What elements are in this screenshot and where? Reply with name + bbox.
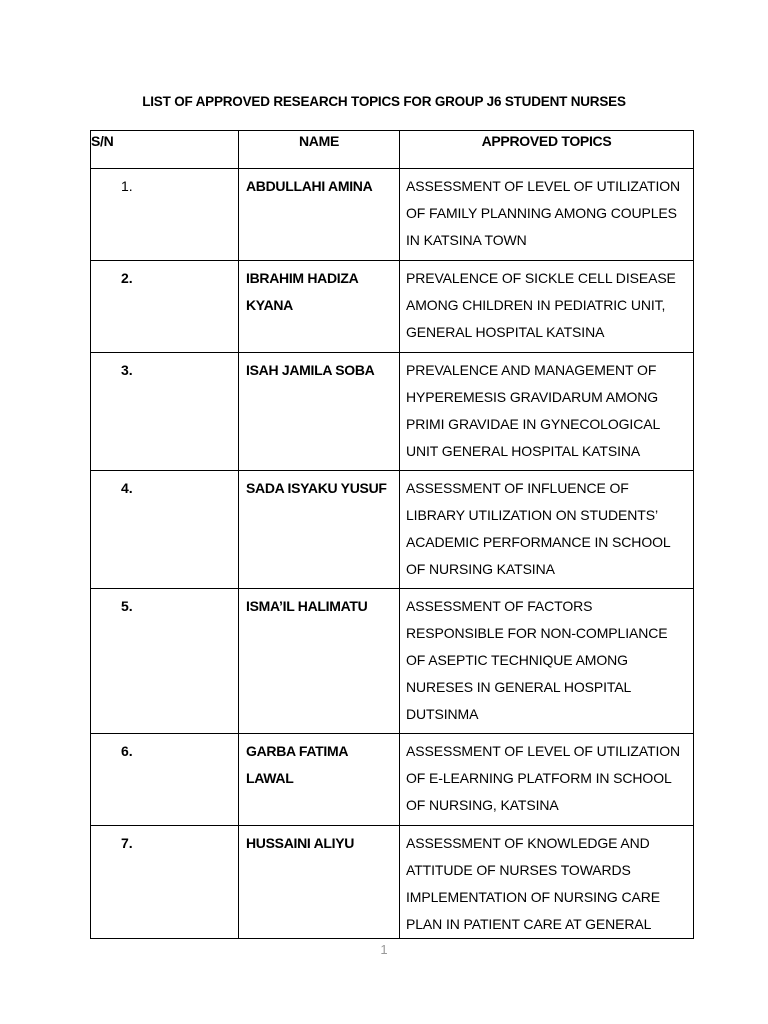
row-sn-cell xyxy=(91,471,239,589)
topic-line: UNIT GENERAL HOSPITAL KATSINA xyxy=(406,443,641,459)
row-sn-cell xyxy=(91,734,239,826)
topic-line: RESPONSIBLE FOR NON-COMPLIANCE xyxy=(406,625,668,641)
topic-line: ASSESSMENT OF LEVEL OF UTILIZATION xyxy=(406,178,681,194)
topic-line: PREVALENCE AND MANAGEMENT OF xyxy=(406,362,657,378)
row-name: GARBA FATIMA LAWAL xyxy=(246,743,348,786)
header-approved-topics: APPROVED TOPICS xyxy=(400,131,694,169)
header-name: NAME xyxy=(239,131,400,169)
topic-line: OF FAMILY PLANNING AMONG COUPLES xyxy=(406,205,677,221)
row-sn: 3. xyxy=(121,362,133,378)
topic-line: ASSESSMENT OF FACTORS xyxy=(406,598,593,614)
page-title: LIST OF APPROVED RESEARCH TOPICS FOR GROUP J6 STUDENT NURSES xyxy=(142,94,626,109)
row-name: ABDULLAHI AMINA xyxy=(246,178,373,194)
row-topic-cell xyxy=(400,261,694,353)
topic-line: ATTITUDE OF NURSES TOWARDS xyxy=(406,862,631,878)
topic-line: ASSESSMENT OF INFLUENCE OF xyxy=(406,480,629,496)
row-sn-cell xyxy=(91,261,239,353)
row-name: ISMA’IL HALIMATU xyxy=(246,598,368,614)
topic-line: IMPLEMENTATION OF NURSING CARE xyxy=(406,889,660,905)
topic-line: PLAN IN PATIENT CARE AT GENERAL xyxy=(406,916,652,932)
row-name: HUSSAINI ALIYU xyxy=(246,835,355,851)
topic-line: IN KATSINA TOWN xyxy=(406,232,527,248)
topic-line: PREVALENCE OF SICKLE CELL DISEASE xyxy=(406,270,676,286)
table-row xyxy=(91,169,694,261)
row-sn: 6. xyxy=(121,743,133,759)
table-row xyxy=(91,353,694,471)
table-row xyxy=(91,261,694,353)
row-sn: 4. xyxy=(121,480,133,496)
topic-line: DUTSINMA xyxy=(406,706,479,722)
row-name-cell xyxy=(239,261,400,353)
table-row xyxy=(91,826,694,939)
table-row xyxy=(91,589,694,734)
row-name-cell xyxy=(239,826,400,939)
topic-line: ACADEMIC PERFORMANCE IN SCHOOL xyxy=(406,534,671,550)
topic-line: OF NURSING KATSINA xyxy=(406,561,555,577)
row-name-cell xyxy=(239,589,400,734)
row-topic-cell xyxy=(400,734,694,826)
table-row xyxy=(91,734,694,826)
approved-topics-table xyxy=(90,130,694,939)
page-number: 1 xyxy=(380,942,388,957)
row-name: ISAH JAMILA SOBA xyxy=(246,362,375,378)
topic-line: AMONG CHILDREN IN PEDIATRIC UNIT, xyxy=(406,297,666,313)
row-topic-cell xyxy=(400,826,694,939)
row-sn-cell xyxy=(91,353,239,471)
row-topic-cell xyxy=(400,169,694,261)
table-row xyxy=(91,471,694,589)
topic-line: OF NURSING, KATSINA xyxy=(406,797,559,813)
header-sn: S/N xyxy=(91,131,239,169)
row-topic-cell xyxy=(400,589,694,734)
topic-line: OF ASEPTIC TECHNIQUE AMONG xyxy=(406,652,628,668)
table-header-row xyxy=(91,131,694,169)
row-name: IBRAHIM HADIZA KYANA xyxy=(246,270,358,313)
topic-line: ASSESSMENT OF KNOWLEDGE AND xyxy=(406,835,650,851)
row-sn: 5. xyxy=(121,598,133,614)
row-sn: 7. xyxy=(121,835,133,851)
row-topic-cell xyxy=(400,353,694,471)
row-name-cell xyxy=(239,734,400,826)
row-name: SADA ISYAKU YUSUF xyxy=(246,480,387,496)
topic-line: LIBRARY UTILIZATION ON STUDENTS’ xyxy=(406,507,658,523)
row-name-cell xyxy=(239,353,400,471)
topic-line: ASSESSMENT OF LEVEL OF UTILIZATION xyxy=(406,743,681,759)
row-name-cell xyxy=(239,471,400,589)
row-sn-cell xyxy=(91,169,239,261)
topic-line: GENERAL HOSPITAL KATSINA xyxy=(406,324,605,340)
topic-line: OF E-LEARNING PLATFORM IN SCHOOL xyxy=(406,770,672,786)
row-sn-cell xyxy=(91,589,239,734)
row-sn: 1. xyxy=(121,178,133,194)
row-sn: 2. xyxy=(121,270,133,286)
row-sn-cell xyxy=(91,826,239,939)
topic-line: HYPEREMESIS GRAVIDARUM AMONG xyxy=(406,389,659,405)
topic-line: PRIMI GRAVIDAE IN GYNECOLOGICAL xyxy=(406,416,661,432)
row-name-cell xyxy=(239,169,400,261)
row-topic-cell xyxy=(400,471,694,589)
topic-line: NURESES IN GENERAL HOSPITAL xyxy=(406,679,632,695)
